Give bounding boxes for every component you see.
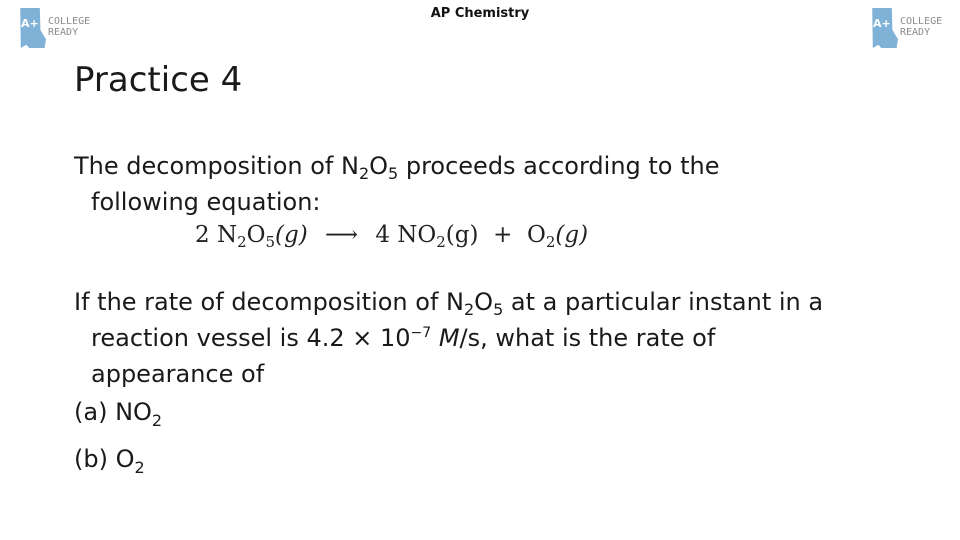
logo-line2: READY [900,27,931,38]
college-ready-logo-left [18,8,103,50]
option-a: (a) $NO_2$ [74,398,163,430]
logo-line1: COLLEGE [48,16,91,27]
slide-title: Practice 4 [74,60,243,100]
logo-line1: COLLEGE [900,16,943,27]
intro-line2: following equation: [91,188,321,216]
intro-paragraph: The decomposition of $N_2O_5$ proceeds according to the following equation: [74,148,894,220]
college-ready-logo-right [870,8,955,50]
question-paragraph: If the rate of decomposition of $N_2O_5$ at a particular instant in a reaction vessel is $4.2 \times 10^{-7}$ M/s, what is the rate of appearance of [74,284,934,392]
header-title: AP Chemistry [430,6,530,21]
logo-line2: READY [48,27,79,38]
chemical-equation: 2 $N_2O_5(g)$ ⟶ 4 $NO_2(g) + O_2(g)$ [195,222,589,251]
option-b: (b) $O_2$ [74,445,145,477]
logo-badge: A+ [21,17,39,30]
reaction-arrow-icon: ⟶ [325,222,358,248]
question-line2: reaction vessel is $4.2 \times 10^{-7}$ M/s, what is the rate of [91,324,716,352]
logo-badge: A+ [873,17,891,30]
question-line3: appearance of [91,360,265,388]
